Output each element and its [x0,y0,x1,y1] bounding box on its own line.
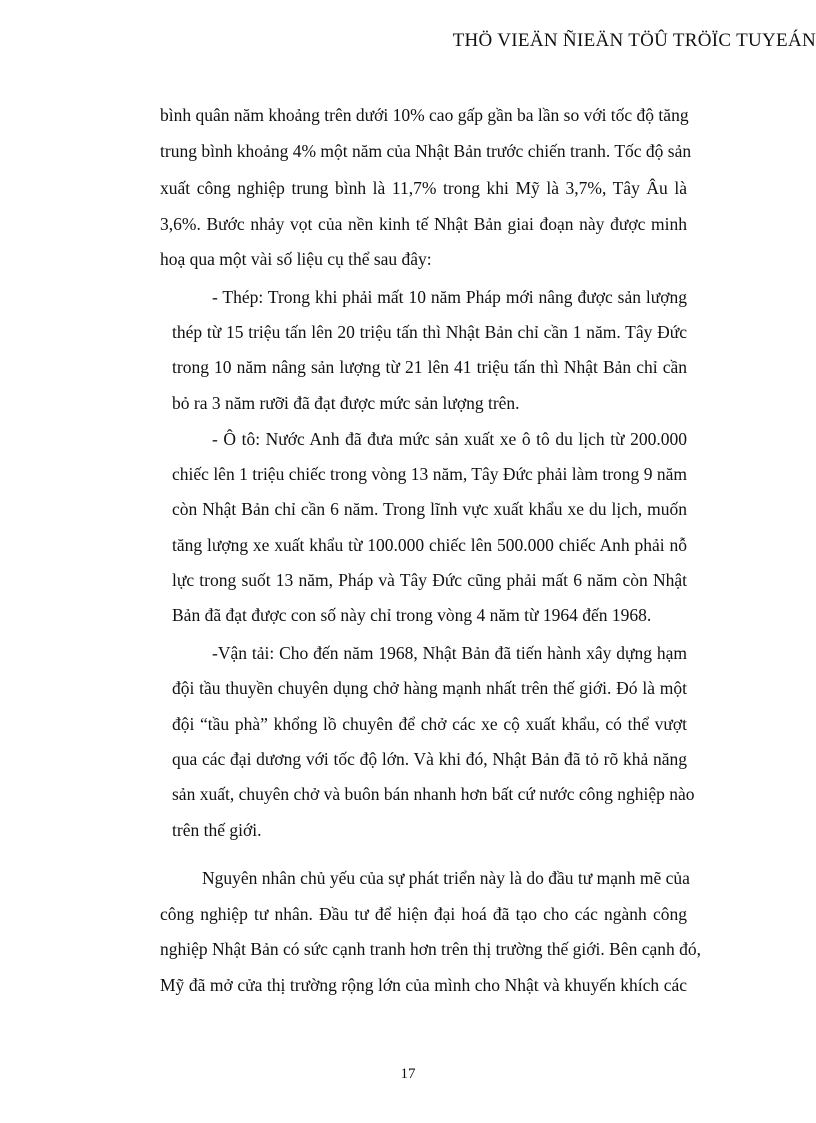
text-line: đội “tầu phà” khổng lồ chuyên để chở các xe cộ xuất khẩu, có thể vượt [172,714,687,734]
text-line: trên thế giới. [172,820,262,840]
text-line: thép từ 15 triệu tấn lên 20 triệu tấn thì Nhật Bản chỉ cần 1 năm. Tây Đức [172,322,687,342]
text-line: bình quân năm khoảng trên dưới 10% cao gấp gần ba lần so với tốc độ tăng [160,105,689,125]
text-line: còn Nhật Bản chỉ cần 6 năm. Trong lĩnh vực xuất khẩu xe du lịch, muốn [172,499,687,519]
text-line: công nghiệp tư nhân. Đầu tư để hiện đại hoá đã tạo cho các ngành công [160,904,687,924]
text-line: chiếc lên 1 triệu chiếc trong vòng 13 năm, Tây Đức phải làm trong 9 năm [172,464,687,484]
text-line: bỏ ra 3 năm rưỡi đã đạt được mức sản lượng trên. [172,393,520,413]
page-header: THÖ VIEÄN ÑIEÄN TÖÛ TRÖÏC TUYEÁN [452,30,816,51]
text-line: đội tầu thuyền chuyên dụng chở hàng mạnh nhất trên thế giới. Đó là một [172,678,687,698]
text-line: - Ô tô: Nước Anh đã đưa mức sản xuất xe ô tô du lịch từ 200.000 [212,429,687,449]
text-line: lực trong suốt 13 năm, Pháp và Tây Đức cũng phải mất 6 năm còn Nhật [172,570,687,590]
text-line: qua các đại dương với tốc độ lớn. Và khi đó, Nhật Bản đã tỏ rõ khả năng [172,749,687,769]
text-line: nghiệp Nhật Bản có sức cạnh tranh hơn trên thị trường thế giới. Bên cạnh đó, [160,939,701,959]
page-number: 17 [400,1066,416,1082]
text-line: xuất công nghiệp trung bình là 11,7% trong khi Mỹ là 3,7%, Tây Âu là [160,178,687,198]
text-line: Bản đã đạt được con số này chỉ trong vòng 4 năm từ 1964 đến 1968. [172,605,652,625]
text-line: trong 10 năm nâng sản lượng từ 21 lên 41 triệu tấn thì Nhật Bản chỉ cần [172,357,687,377]
text-line: hoạ qua một vài số liệu cụ thể sau đây: [160,249,432,269]
text-line: tăng lượng xe xuất khẩu từ 100.000 chiếc lên 500.000 chiếc Anh phải nỗ [172,535,687,555]
text-line: sản xuất, chuyên chở và buôn bán nhanh hơn bất cứ nước công nghiệp nào [172,784,695,804]
text-line: 3,6%. Bước nhảy vọt của nền kinh tế Nhật Bản giai đoạn này được minh [160,214,687,234]
text-line: -Vận tải: Cho đến năm 1968, Nhật Bản đã tiến hành xây dựng hạm [212,643,687,663]
text-line: - Thép: Trong khi phải mất 10 năm Pháp mới nâng được sản lượng [212,287,687,307]
text-line: trung bình khoảng 4% một năm của Nhật Bản trước chiến tranh. Tốc độ sản [160,141,692,161]
text-line: Nguyên nhân chủ yếu của sự phát triển này là do đầu tư mạnh mẽ của [202,868,690,888]
text-line: Mỹ đã mở cửa thị trường rộng lớn của mình cho Nhật và khuyến khích các [160,975,687,995]
